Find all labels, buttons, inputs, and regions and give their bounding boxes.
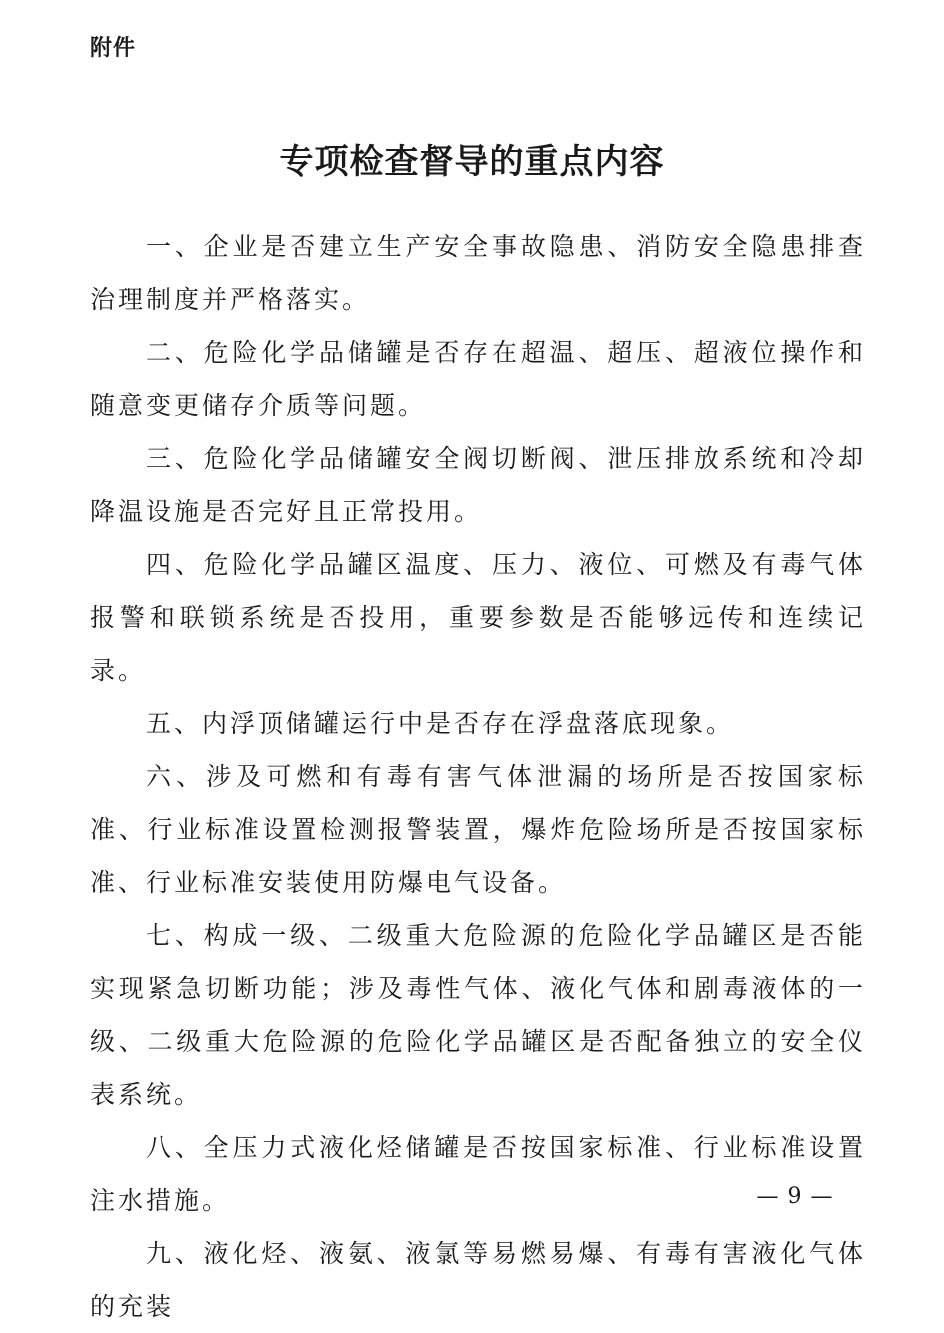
paragraph-8: 八、全压力式液化烃储罐是否按国家标准、行业标准设置注水措施。 xyxy=(90,1133,866,1215)
attachment-label: 附件 xyxy=(90,36,137,61)
document-title: 专项检查督导的重点内容 xyxy=(279,142,665,182)
paragraph-2: 二、危险化学品储罐是否存在超温、超压、超液位操作和随意变更储存介质等问题。 xyxy=(90,338,866,420)
page-number: — 9 — xyxy=(756,1184,834,1209)
paragraph-3: 三、危险化学品储罐安全阀切断阀、泄压排放系统和冷却降温设施是否完好且正常投用。 xyxy=(90,444,866,526)
paragraph-9: 九、液化烃、液氨、液氯等易燃易爆、有毒有害液化气体的充装 xyxy=(90,1239,866,1321)
document-body xyxy=(90,220,866,1333)
paragraph-5: 五、内浮顶储罐运行中是否存在浮盘落底现象。 xyxy=(146,709,735,738)
paragraph-7: 七、构成一级、二级重大危险源的危险化学品罐区是否能实现紧急切断功能；涉及毒性气体、液化气体和剧毒液体的一级、二级重大危险源的危险化学品罐区是否配备独立的安全仪表系统。 xyxy=(90,921,866,1109)
paragraph-4: 四、危险化学品罐区温度、压力、液位、可燃及有毒气体报警和联锁系统是否投用，重要参数是否能够远传和连续记录。 xyxy=(90,550,866,685)
paragraph-1: 一、企业是否建立生产安全事故隐患、消防安全隐患排查治理制度并严格落实。 xyxy=(90,232,866,314)
paragraph-6: 六、涉及可燃和有毒有害气体泄漏的场所是否按国家标准、行业标准设置检测报警装置，爆炸危险场所是否按国家标准、行业标准安装使用防爆电气设备。 xyxy=(90,762,866,897)
